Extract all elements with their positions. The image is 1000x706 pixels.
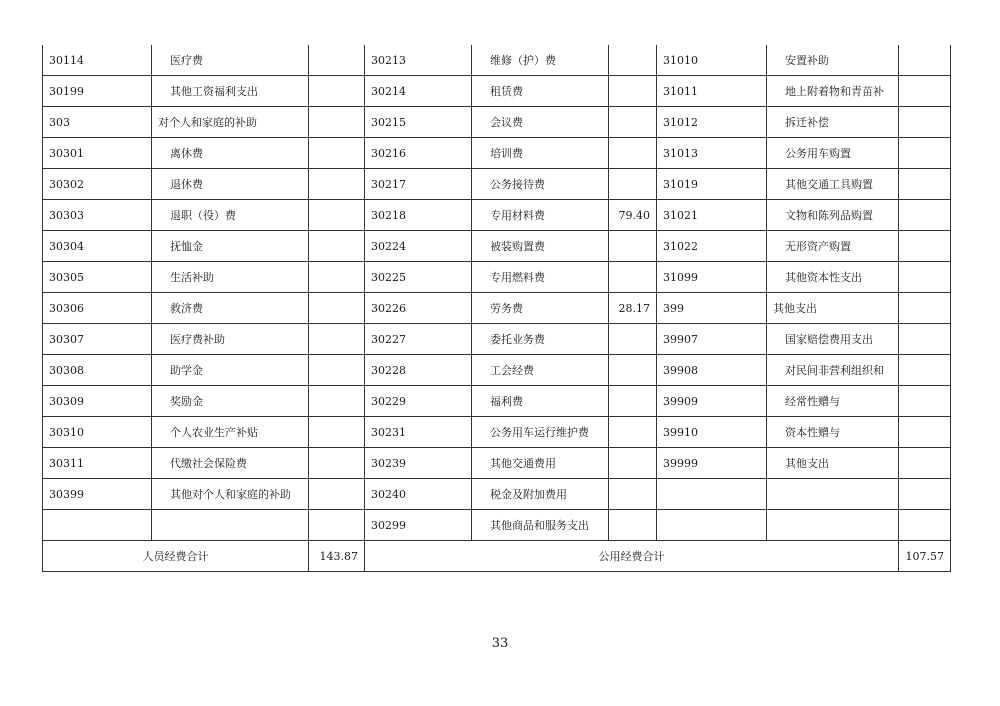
personnel-code-cell: 30304	[43, 231, 152, 262]
personnel-amount-cell	[309, 262, 365, 293]
personnel-code-cell: 30399	[43, 479, 152, 510]
personnel-name-cell: 救济费	[152, 293, 309, 324]
capital-name-cell: 拆迁补偿	[767, 107, 899, 138]
public-name-cell: 工会经费	[472, 355, 609, 386]
capital-name-cell: 地上附着物和青苗补	[767, 76, 899, 107]
capital-code-cell	[657, 510, 767, 541]
capital-code-cell: 31011	[657, 76, 767, 107]
capital-code-cell: 31012	[657, 107, 767, 138]
capital-name-cell: 对民间非营利组织和	[767, 355, 899, 386]
personnel-code-cell: 30301	[43, 138, 152, 169]
capital-code-cell: 39910	[657, 417, 767, 448]
capital-amount-cell	[899, 448, 951, 479]
public-code-cell: 30299	[365, 510, 472, 541]
personnel-code-cell: 30306	[43, 293, 152, 324]
public-amount-cell	[609, 262, 657, 293]
capital-amount-cell	[899, 386, 951, 417]
public-code-cell: 30224	[365, 231, 472, 262]
public-code-cell: 30217	[365, 169, 472, 200]
personnel-amount-cell	[309, 76, 365, 107]
table-row	[43, 417, 951, 448]
public-amount-cell	[609, 324, 657, 355]
personnel-amount-cell	[309, 479, 365, 510]
public-code-cell: 30213	[365, 45, 472, 76]
personnel-total-label: 人员经费合计	[43, 541, 309, 572]
public-code-cell: 30218	[365, 200, 472, 231]
capital-amount-cell	[899, 76, 951, 107]
personnel-amount-cell	[309, 293, 365, 324]
public-code-cell: 30228	[365, 355, 472, 386]
public-amount-cell	[609, 510, 657, 541]
personnel-amount-cell	[309, 200, 365, 231]
personnel-amount-cell	[309, 355, 365, 386]
public-code-cell: 30240	[365, 479, 472, 510]
capital-name-cell: 文物和陈列品购置	[767, 200, 899, 231]
table-row	[43, 262, 951, 293]
capital-name-cell: 无形资产购置	[767, 231, 899, 262]
public-code-cell: 30227	[365, 324, 472, 355]
personnel-code-cell: 30302	[43, 169, 152, 200]
public-amount-cell	[609, 386, 657, 417]
capital-amount-cell	[899, 45, 951, 76]
personnel-name-cell: 个人农业生产补贴	[152, 417, 309, 448]
personnel-name-cell	[152, 510, 309, 541]
personnel-amount-cell	[309, 324, 365, 355]
personnel-code-cell: 30305	[43, 262, 152, 293]
public-name-cell: 被装购置费	[472, 231, 609, 262]
personnel-amount-cell	[309, 45, 365, 76]
public-amount-cell	[609, 417, 657, 448]
public-code-cell: 30231	[365, 417, 472, 448]
personnel-name-cell: 助学金	[152, 355, 309, 386]
public-name-cell: 租赁费	[472, 76, 609, 107]
personnel-name-cell: 抚恤金	[152, 231, 309, 262]
public-code-cell: 30225	[365, 262, 472, 293]
capital-code-cell: 31099	[657, 262, 767, 293]
personnel-amount-cell	[309, 169, 365, 200]
personnel-name-cell: 奖励金	[152, 386, 309, 417]
personnel-code-cell: 30308	[43, 355, 152, 386]
capital-code-cell: 31013	[657, 138, 767, 169]
capital-amount-cell	[899, 293, 951, 324]
personnel-name-cell: 其他工资福利支出	[152, 76, 309, 107]
public-name-cell: 其他商品和服务支出	[472, 510, 609, 541]
personnel-code-cell: 30309	[43, 386, 152, 417]
table-row	[43, 355, 951, 386]
personnel-name-cell: 对个人和家庭的补助	[152, 107, 309, 138]
capital-name-cell	[767, 510, 899, 541]
capital-amount-cell	[899, 324, 951, 355]
table-row	[43, 200, 951, 231]
personnel-name-cell: 医疗费补助	[152, 324, 309, 355]
capital-name-cell: 经常性赠与	[767, 386, 899, 417]
capital-code-cell: 39908	[657, 355, 767, 386]
capital-code-cell	[657, 479, 767, 510]
public-amount-cell: 28.17	[609, 293, 657, 324]
capital-amount-cell	[899, 200, 951, 231]
public-code-cell: 30229	[365, 386, 472, 417]
table-row	[43, 293, 951, 324]
personnel-name-cell: 其他对个人和家庭的补助	[152, 479, 309, 510]
public-amount-cell	[609, 448, 657, 479]
personnel-amount-cell	[309, 138, 365, 169]
capital-code-cell: 31021	[657, 200, 767, 231]
public-name-cell: 会议费	[472, 107, 609, 138]
personnel-name-cell: 退休费	[152, 169, 309, 200]
personnel-code-cell: 30311	[43, 448, 152, 479]
capital-code-cell: 39907	[657, 324, 767, 355]
personnel-code-cell: 30310	[43, 417, 152, 448]
public-amount-cell: 79.40	[609, 200, 657, 231]
public-amount-cell	[609, 355, 657, 386]
public-name-cell: 公务用车运行维护费	[472, 417, 609, 448]
capital-name-cell: 其他资本性支出	[767, 262, 899, 293]
personnel-amount-cell	[309, 107, 365, 138]
personnel-amount-cell	[309, 386, 365, 417]
table-row	[43, 324, 951, 355]
personnel-code-cell: 30114	[43, 45, 152, 76]
table-row	[43, 231, 951, 262]
table-row	[43, 76, 951, 107]
public-code-cell: 30215	[365, 107, 472, 138]
table-body	[43, 45, 951, 572]
page-number: 33	[491, 636, 509, 651]
capital-code-cell: 39909	[657, 386, 767, 417]
table-row	[43, 107, 951, 138]
public-amount-cell	[609, 45, 657, 76]
table-row	[43, 138, 951, 169]
personnel-name-cell: 退职（役）费	[152, 200, 309, 231]
public-amount-cell	[609, 479, 657, 510]
capital-amount-cell	[899, 262, 951, 293]
public-name-cell: 劳务费	[472, 293, 609, 324]
capital-name-cell: 公务用车购置	[767, 138, 899, 169]
table-row	[43, 386, 951, 417]
personnel-amount-cell	[309, 231, 365, 262]
personnel-name-cell: 生活补助	[152, 262, 309, 293]
capital-amount-cell	[899, 355, 951, 386]
capital-code-cell: 39999	[657, 448, 767, 479]
expenditure-table	[42, 45, 951, 572]
public-total-amount: 107.57	[899, 541, 951, 572]
public-amount-cell	[609, 231, 657, 262]
public-total-label: 公用经费合计	[365, 541, 899, 572]
personnel-total-amount: 143.87	[309, 541, 365, 572]
personnel-amount-cell	[309, 448, 365, 479]
table-row	[43, 448, 951, 479]
capital-code-cell: 399	[657, 293, 767, 324]
public-code-cell: 30214	[365, 76, 472, 107]
public-amount-cell	[609, 138, 657, 169]
capital-name-cell: 其他交通工具购置	[767, 169, 899, 200]
personnel-amount-cell	[309, 417, 365, 448]
public-name-cell: 专用燃料费	[472, 262, 609, 293]
public-amount-cell	[609, 107, 657, 138]
capital-amount-cell	[899, 107, 951, 138]
capital-amount-cell	[899, 231, 951, 262]
table-row	[43, 479, 951, 510]
capital-name-cell: 安置补助	[767, 45, 899, 76]
capital-code-cell: 31010	[657, 45, 767, 76]
totals-row	[43, 541, 951, 572]
capital-name-cell	[767, 479, 899, 510]
personnel-code-cell: 30303	[43, 200, 152, 231]
table-row	[43, 45, 951, 76]
public-amount-cell	[609, 169, 657, 200]
capital-amount-cell	[899, 417, 951, 448]
table-row	[43, 510, 951, 541]
public-code-cell: 30216	[365, 138, 472, 169]
public-code-cell: 30226	[365, 293, 472, 324]
public-name-cell: 维修（护）费	[472, 45, 609, 76]
capital-code-cell: 31022	[657, 231, 767, 262]
public-name-cell: 培训费	[472, 138, 609, 169]
capital-amount-cell	[899, 510, 951, 541]
personnel-code-cell	[43, 510, 152, 541]
table-row	[43, 169, 951, 200]
capital-amount-cell	[899, 169, 951, 200]
public-name-cell: 税金及附加费用	[472, 479, 609, 510]
capital-amount-cell	[899, 479, 951, 510]
capital-name-cell: 国家赔偿费用支出	[767, 324, 899, 355]
public-amount-cell	[609, 76, 657, 107]
capital-name-cell: 资本性赠与	[767, 417, 899, 448]
personnel-code-cell: 30307	[43, 324, 152, 355]
capital-name-cell: 其他支出	[767, 293, 899, 324]
capital-amount-cell	[899, 138, 951, 169]
capital-name-cell: 其他支出	[767, 448, 899, 479]
capital-code-cell: 31019	[657, 169, 767, 200]
personnel-code-cell: 303	[43, 107, 152, 138]
public-name-cell: 委托业务费	[472, 324, 609, 355]
public-name-cell: 专用材料费	[472, 200, 609, 231]
personnel-amount-cell	[309, 510, 365, 541]
public-name-cell: 公务接待费	[472, 169, 609, 200]
public-name-cell: 其他交通费用	[472, 448, 609, 479]
personnel-code-cell: 30199	[43, 76, 152, 107]
public-name-cell: 福利费	[472, 386, 609, 417]
public-code-cell: 30239	[365, 448, 472, 479]
personnel-name-cell: 代缴社会保险费	[152, 448, 309, 479]
personnel-name-cell: 医疗费	[152, 45, 309, 76]
personnel-name-cell: 离休费	[152, 138, 309, 169]
